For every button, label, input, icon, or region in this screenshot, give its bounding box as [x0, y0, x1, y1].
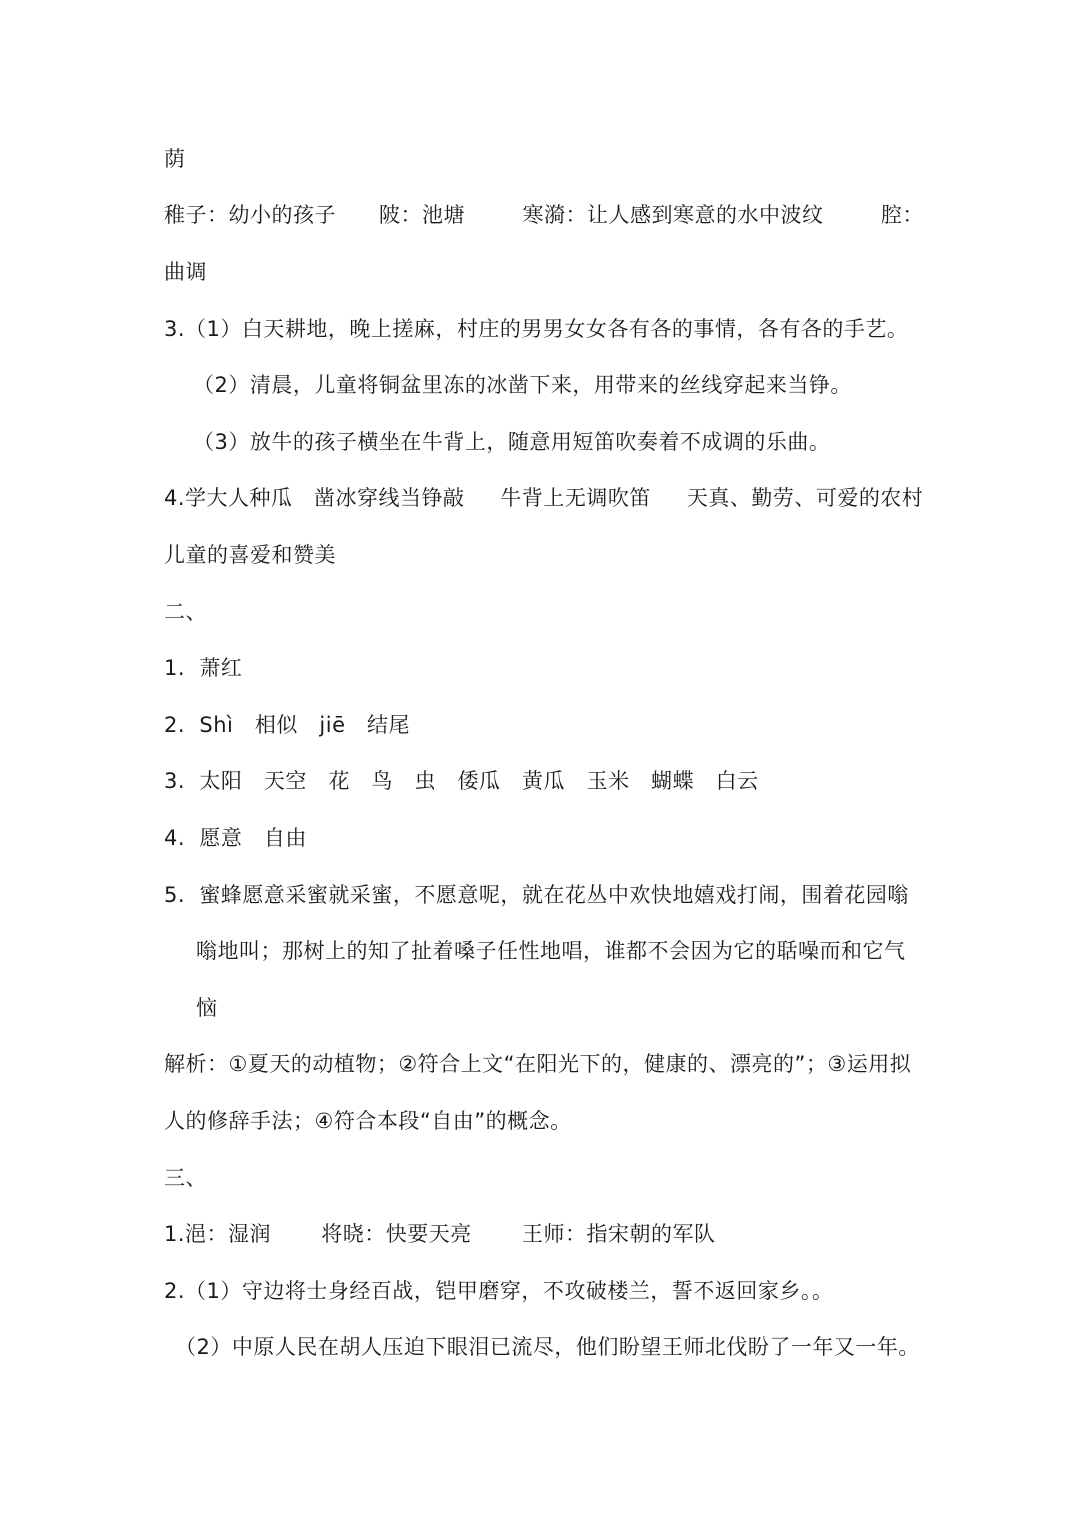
text-line: 2. Shì 相似 jiē 结尾: [164, 713, 411, 737]
text-line: 恼: [196, 996, 218, 1020]
text-line: 3.（1）白天耕地，晚上搓麻，村庄的男男女女各有各的事情，各有各的手艺。: [164, 317, 909, 341]
text-line: 4. 愿意 自由: [164, 826, 307, 850]
text-line: 嗡地叫；那树上的知了扯着嗓子任性地唱，谁都不会因为它的聒噪而和它气: [196, 939, 906, 963]
text-line: （3）放牛的孩子横坐在牛背上，随意用短笛吹奏着不成调的乐曲。: [193, 430, 831, 454]
text-line: 稚子：幼小的孩子 陂：池塘 寒漪：让人感到寒意的水中波纹 腔：: [164, 203, 924, 227]
text-line: （2）清晨，儿童将铜盆里冻的冰凿下来，用带来的丝线穿起来当铮。: [193, 373, 852, 397]
text-line: 解析：①夏天的动植物；②符合上文“在阳光下的，健康的、漂亮的”；③运用拟: [164, 1052, 912, 1076]
text-line: 1.浥：湿润 将晓：快要天亮 王师：指宋朝的军队: [164, 1222, 716, 1246]
section-heading: 二、: [164, 600, 207, 624]
text-line: 人的修辞手法；④符合本段“自由”的概念。: [164, 1109, 572, 1133]
text-line: 2.（1）守边将士身经百战，铠甲磨穿，不攻破楼兰，誓不返回家乡。。: [164, 1279, 834, 1303]
text-line: 曲调: [164, 260, 207, 284]
text-line: （2）中原人民在胡人压迫下眼泪已流尽，他们盼望王师北伐盼了一年又一年。: [175, 1335, 920, 1359]
text-line: 1. 萧红: [164, 656, 243, 680]
text-line: 4.学大人种瓜 凿冰穿线当铮敲 牛背上无调吹笛 天真、勤劳、可爱的农村: [164, 486, 924, 510]
text-line: 荫: [164, 147, 186, 171]
text-line: 5. 蜜蜂愿意采蜜就采蜜，不愿意呢，就在花丛中欢快地嬉戏打闹，围着花园嗡: [164, 883, 909, 907]
section-heading: 三、: [164, 1166, 207, 1190]
text-line: 儿童的喜爱和赞美: [164, 543, 336, 567]
text-line: 3. 太阳 天空 花 鸟 虫 倭瓜 黄瓜 玉米 蝴蝶 白云: [164, 769, 759, 793]
